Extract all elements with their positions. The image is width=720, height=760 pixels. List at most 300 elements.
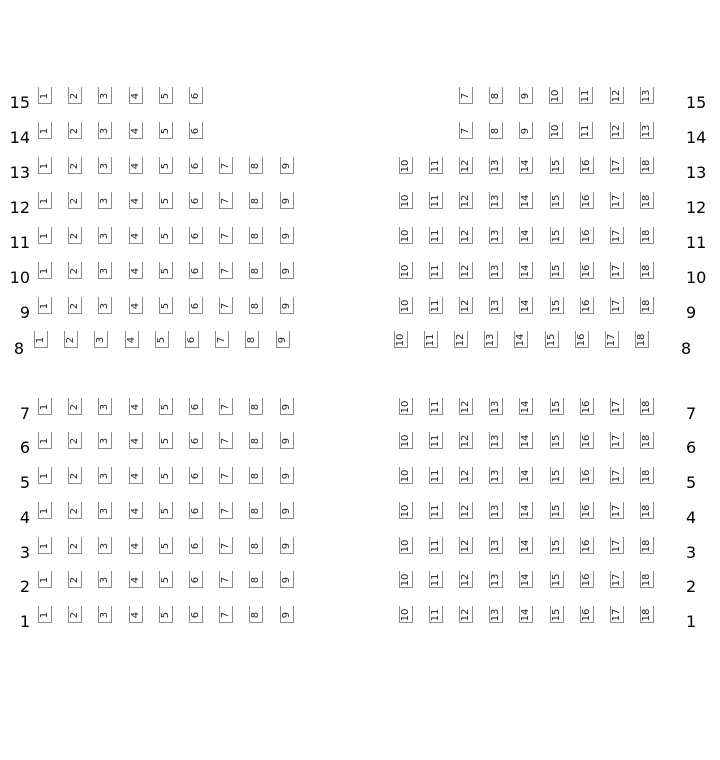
seat-number: 9 [520, 127, 531, 135]
seat[interactable] [158, 297, 174, 315]
seat[interactable] [97, 571, 113, 589]
seat-number: 4 [130, 542, 141, 550]
seat[interactable] [128, 467, 144, 485]
seat[interactable] [518, 122, 534, 140]
seat[interactable] [188, 467, 204, 485]
seat[interactable] [393, 331, 409, 349]
seat[interactable] [579, 227, 595, 245]
seat[interactable] [574, 331, 590, 349]
seat[interactable] [158, 467, 174, 485]
seat[interactable] [639, 502, 655, 520]
seat[interactable] [279, 537, 295, 555]
seat-number: 6 [190, 232, 201, 240]
seat[interactable] [549, 297, 565, 315]
seat[interactable] [488, 432, 504, 450]
seat[interactable] [158, 157, 174, 175]
seat[interactable] [67, 571, 83, 589]
seat[interactable] [279, 432, 295, 450]
seat[interactable] [158, 192, 174, 210]
seat[interactable] [579, 432, 595, 450]
row-label-right: 8 [681, 339, 692, 358]
seat-number: 7 [220, 403, 231, 411]
seat[interactable] [279, 398, 295, 416]
seat[interactable] [128, 502, 144, 520]
seat-number: 3 [99, 92, 110, 100]
seat[interactable] [188, 122, 204, 140]
seat[interactable] [549, 227, 565, 245]
seat[interactable] [398, 606, 414, 624]
seat[interactable] [639, 157, 655, 175]
seat[interactable] [37, 87, 53, 105]
seat[interactable] [128, 157, 144, 175]
seat[interactable] [63, 331, 79, 349]
seat[interactable] [218, 537, 234, 555]
seat[interactable] [248, 537, 264, 555]
seat[interactable] [248, 467, 264, 485]
seat[interactable] [428, 297, 444, 315]
seat[interactable] [398, 297, 414, 315]
seat-number: 2 [69, 197, 80, 205]
seat[interactable] [124, 331, 140, 349]
seat[interactable] [579, 502, 595, 520]
seat[interactable] [37, 122, 53, 140]
seat[interactable] [428, 571, 444, 589]
seat[interactable] [248, 606, 264, 624]
seat-number: 11 [430, 400, 441, 414]
seat[interactable] [488, 502, 504, 520]
seat[interactable] [37, 537, 53, 555]
seat[interactable] [609, 87, 625, 105]
seat[interactable] [67, 262, 83, 280]
seat[interactable] [158, 606, 174, 624]
seat[interactable] [218, 398, 234, 416]
row-label-left: 1 [19, 612, 30, 631]
seat[interactable] [453, 331, 469, 349]
seat[interactable] [428, 432, 444, 450]
seat-number: 15 [551, 539, 562, 553]
seat[interactable] [188, 157, 204, 175]
seat[interactable] [67, 432, 83, 450]
seat[interactable] [458, 571, 474, 589]
seat[interactable] [97, 467, 113, 485]
seat[interactable] [248, 192, 264, 210]
seat[interactable] [97, 122, 113, 140]
seat[interactable] [128, 297, 144, 315]
seat-number: 18 [641, 608, 652, 622]
seat[interactable] [609, 432, 625, 450]
seat-number: 17 [611, 264, 622, 278]
seat[interactable] [67, 227, 83, 245]
seat[interactable] [483, 331, 499, 349]
seat[interactable] [518, 537, 534, 555]
seat[interactable] [579, 606, 595, 624]
seat[interactable] [549, 398, 565, 416]
seat[interactable] [518, 87, 534, 105]
seat[interactable] [248, 262, 264, 280]
seat[interactable] [639, 571, 655, 589]
seat[interactable] [279, 297, 295, 315]
seat[interactable] [549, 157, 565, 175]
seat[interactable] [488, 192, 504, 210]
seat[interactable] [488, 262, 504, 280]
seat-number: 17 [611, 539, 622, 553]
seat[interactable] [639, 87, 655, 105]
seat[interactable] [37, 571, 53, 589]
seat[interactable] [158, 227, 174, 245]
seat[interactable] [128, 432, 144, 450]
seat[interactable] [488, 398, 504, 416]
seat[interactable] [458, 297, 474, 315]
seat[interactable] [549, 502, 565, 520]
seat[interactable] [398, 262, 414, 280]
seat[interactable] [609, 502, 625, 520]
seat[interactable] [398, 192, 414, 210]
seat[interactable] [398, 502, 414, 520]
seat[interactable] [518, 192, 534, 210]
seat[interactable] [279, 502, 295, 520]
seat[interactable] [579, 537, 595, 555]
seat[interactable] [518, 467, 534, 485]
seat[interactable] [67, 467, 83, 485]
seat[interactable] [578, 87, 594, 105]
seat[interactable] [128, 537, 144, 555]
seat[interactable] [188, 537, 204, 555]
seat[interactable] [398, 157, 414, 175]
seat-number: 14 [520, 608, 531, 622]
seat[interactable] [97, 502, 113, 520]
seat[interactable] [188, 502, 204, 520]
seat[interactable] [609, 262, 625, 280]
seat[interactable] [218, 157, 234, 175]
seat[interactable] [128, 571, 144, 589]
seat[interactable] [97, 192, 113, 210]
seat-number: 6 [190, 542, 201, 550]
seat[interactable] [549, 537, 565, 555]
seat[interactable] [158, 571, 174, 589]
seat[interactable] [37, 297, 53, 315]
seat[interactable] [248, 297, 264, 315]
seat[interactable] [218, 227, 234, 245]
seat[interactable] [518, 502, 534, 520]
seat[interactable] [188, 227, 204, 245]
seat[interactable] [248, 502, 264, 520]
seat[interactable] [279, 192, 295, 210]
seat[interactable] [188, 432, 204, 450]
seat-number: 11 [430, 434, 441, 448]
seat[interactable] [248, 398, 264, 416]
seat[interactable] [37, 502, 53, 520]
seat[interactable] [67, 192, 83, 210]
seat[interactable] [398, 432, 414, 450]
seat-number: 18 [641, 539, 652, 553]
seat[interactable] [428, 467, 444, 485]
seat[interactable] [579, 467, 595, 485]
seat[interactable] [279, 262, 295, 280]
seat[interactable] [218, 571, 234, 589]
seat-number: 9 [277, 336, 288, 344]
seat[interactable] [279, 606, 295, 624]
seat[interactable] [549, 467, 565, 485]
seat-number: 11 [430, 264, 441, 278]
seat[interactable] [67, 297, 83, 315]
seat[interactable] [248, 227, 264, 245]
seat[interactable] [158, 502, 174, 520]
seat[interactable] [609, 297, 625, 315]
seat[interactable] [518, 571, 534, 589]
seat[interactable] [609, 122, 625, 140]
seat-number: 17 [611, 434, 622, 448]
seat[interactable] [37, 227, 53, 245]
seat[interactable] [428, 606, 444, 624]
seat[interactable] [128, 192, 144, 210]
seat[interactable] [518, 262, 534, 280]
seat[interactable] [513, 331, 529, 349]
seat[interactable] [37, 432, 53, 450]
seat[interactable] [218, 262, 234, 280]
seat[interactable] [154, 331, 170, 349]
seat[interactable] [548, 122, 564, 140]
seat[interactable] [488, 87, 504, 105]
seat[interactable] [488, 122, 504, 140]
seat[interactable] [609, 537, 625, 555]
seat[interactable] [488, 606, 504, 624]
seat-number: 16 [581, 573, 592, 587]
seat[interactable] [458, 262, 474, 280]
seat[interactable] [518, 606, 534, 624]
seat-number: 4 [130, 232, 141, 240]
seat[interactable] [97, 262, 113, 280]
seat[interactable] [609, 157, 625, 175]
seat-number: 7 [220, 507, 231, 515]
seat[interactable] [458, 432, 474, 450]
row-label-left: 6 [19, 438, 30, 457]
seat[interactable] [639, 432, 655, 450]
seat[interactable] [97, 87, 113, 105]
seat[interactable] [518, 432, 534, 450]
seat[interactable] [37, 467, 53, 485]
seat[interactable] [428, 502, 444, 520]
seat[interactable] [218, 432, 234, 450]
seat[interactable] [609, 398, 625, 416]
seat-number: 2 [69, 472, 80, 480]
seat[interactable] [248, 432, 264, 450]
row-label-left: 11 [9, 233, 30, 252]
seat[interactable] [398, 398, 414, 416]
seat[interactable] [128, 262, 144, 280]
seat[interactable] [639, 537, 655, 555]
seat[interactable] [67, 398, 83, 416]
seat[interactable] [428, 192, 444, 210]
seat-number: 5 [160, 267, 171, 275]
seat[interactable] [488, 157, 504, 175]
seat[interactable] [67, 122, 83, 140]
seat[interactable] [458, 398, 474, 416]
seat[interactable] [248, 571, 264, 589]
seat[interactable] [218, 192, 234, 210]
seat[interactable] [639, 192, 655, 210]
seat[interactable] [67, 537, 83, 555]
seat[interactable] [428, 398, 444, 416]
seat[interactable] [579, 398, 595, 416]
seat[interactable] [639, 262, 655, 280]
seat[interactable] [579, 157, 595, 175]
seat[interactable] [128, 398, 144, 416]
seat[interactable] [579, 192, 595, 210]
seat[interactable] [398, 537, 414, 555]
seat[interactable] [398, 571, 414, 589]
seat[interactable] [214, 331, 230, 349]
seat[interactable] [188, 606, 204, 624]
seat[interactable] [37, 157, 53, 175]
seat[interactable] [279, 157, 295, 175]
seat[interactable] [275, 331, 291, 349]
seat[interactable] [458, 467, 474, 485]
seat[interactable] [609, 192, 625, 210]
seat[interactable] [97, 432, 113, 450]
seat-number: 15 [551, 400, 562, 414]
seat[interactable] [549, 432, 565, 450]
seat[interactable] [37, 606, 53, 624]
seat[interactable] [188, 192, 204, 210]
seat-number: 14 [520, 573, 531, 587]
seat-number: 13 [490, 434, 501, 448]
seat[interactable] [218, 467, 234, 485]
seat[interactable] [279, 467, 295, 485]
seat[interactable] [639, 467, 655, 485]
seat[interactable] [488, 227, 504, 245]
seat[interactable] [37, 192, 53, 210]
seat[interactable] [158, 87, 174, 105]
seat[interactable] [458, 157, 474, 175]
seat[interactable] [128, 606, 144, 624]
seat[interactable] [93, 331, 109, 349]
seat[interactable] [548, 87, 564, 105]
seat[interactable] [248, 157, 264, 175]
seat[interactable] [218, 606, 234, 624]
seat[interactable] [428, 157, 444, 175]
seat[interactable] [158, 432, 174, 450]
seat[interactable] [158, 122, 174, 140]
seat[interactable] [97, 398, 113, 416]
seat[interactable] [97, 537, 113, 555]
seat[interactable] [639, 606, 655, 624]
seat[interactable] [549, 262, 565, 280]
seat[interactable] [158, 537, 174, 555]
seat-number: 3 [99, 542, 110, 550]
seat[interactable] [428, 227, 444, 245]
seat[interactable] [488, 297, 504, 315]
seat[interactable] [67, 606, 83, 624]
seat-number: 6 [190, 302, 201, 310]
seat[interactable] [634, 331, 650, 349]
seat[interactable] [188, 87, 204, 105]
seat[interactable] [458, 537, 474, 555]
seat[interactable] [188, 398, 204, 416]
seat[interactable] [279, 571, 295, 589]
seat[interactable] [67, 87, 83, 105]
seat[interactable] [458, 606, 474, 624]
seat[interactable] [244, 331, 260, 349]
seat[interactable] [488, 537, 504, 555]
seat[interactable] [128, 87, 144, 105]
seat[interactable] [97, 227, 113, 245]
seat[interactable] [97, 297, 113, 315]
seat[interactable] [428, 537, 444, 555]
seat[interactable] [639, 227, 655, 245]
seat[interactable] [458, 192, 474, 210]
seat[interactable] [609, 227, 625, 245]
seat-number: 10 [550, 124, 561, 138]
seat-number: 9 [281, 162, 292, 170]
seat[interactable] [37, 262, 53, 280]
seat[interactable] [518, 157, 534, 175]
seat[interactable] [218, 297, 234, 315]
seat[interactable] [609, 606, 625, 624]
seat-number: 10 [395, 333, 406, 347]
seat[interactable] [128, 122, 144, 140]
seat[interactable] [279, 227, 295, 245]
seat[interactable] [518, 227, 534, 245]
seat[interactable] [549, 571, 565, 589]
seat[interactable] [188, 571, 204, 589]
seat[interactable] [458, 87, 474, 105]
seat[interactable] [398, 227, 414, 245]
seat[interactable] [428, 262, 444, 280]
seat[interactable] [549, 606, 565, 624]
seat-number: 3 [99, 127, 110, 135]
seat[interactable] [579, 297, 595, 315]
seat[interactable] [33, 331, 49, 349]
seat[interactable] [188, 297, 204, 315]
seat[interactable] [188, 262, 204, 280]
seat[interactable] [609, 571, 625, 589]
seat[interactable] [458, 227, 474, 245]
seat[interactable] [97, 606, 113, 624]
seat[interactable] [458, 122, 474, 140]
seat[interactable] [518, 398, 534, 416]
seat[interactable] [518, 297, 534, 315]
seat-number: 18 [636, 333, 647, 347]
seat[interactable] [604, 331, 620, 349]
seat[interactable] [639, 122, 655, 140]
seat[interactable] [37, 398, 53, 416]
seat[interactable] [488, 571, 504, 589]
seat[interactable] [579, 571, 595, 589]
seat[interactable] [218, 502, 234, 520]
seat[interactable] [67, 502, 83, 520]
seat[interactable] [128, 227, 144, 245]
seat-number: 10 [550, 89, 561, 103]
seat[interactable] [184, 331, 200, 349]
seat[interactable] [639, 297, 655, 315]
seat-number: 9 [281, 403, 292, 411]
seat[interactable] [488, 467, 504, 485]
seat[interactable] [398, 467, 414, 485]
seat[interactable] [639, 398, 655, 416]
seat[interactable] [97, 157, 113, 175]
seat-number: 17 [606, 333, 617, 347]
seat[interactable] [544, 331, 560, 349]
seat[interactable] [423, 331, 439, 349]
seat[interactable] [578, 122, 594, 140]
seat[interactable] [549, 192, 565, 210]
seat[interactable] [158, 398, 174, 416]
seat[interactable] [67, 157, 83, 175]
seat[interactable] [158, 262, 174, 280]
seat[interactable] [579, 262, 595, 280]
seat[interactable] [458, 502, 474, 520]
seat[interactable] [609, 467, 625, 485]
